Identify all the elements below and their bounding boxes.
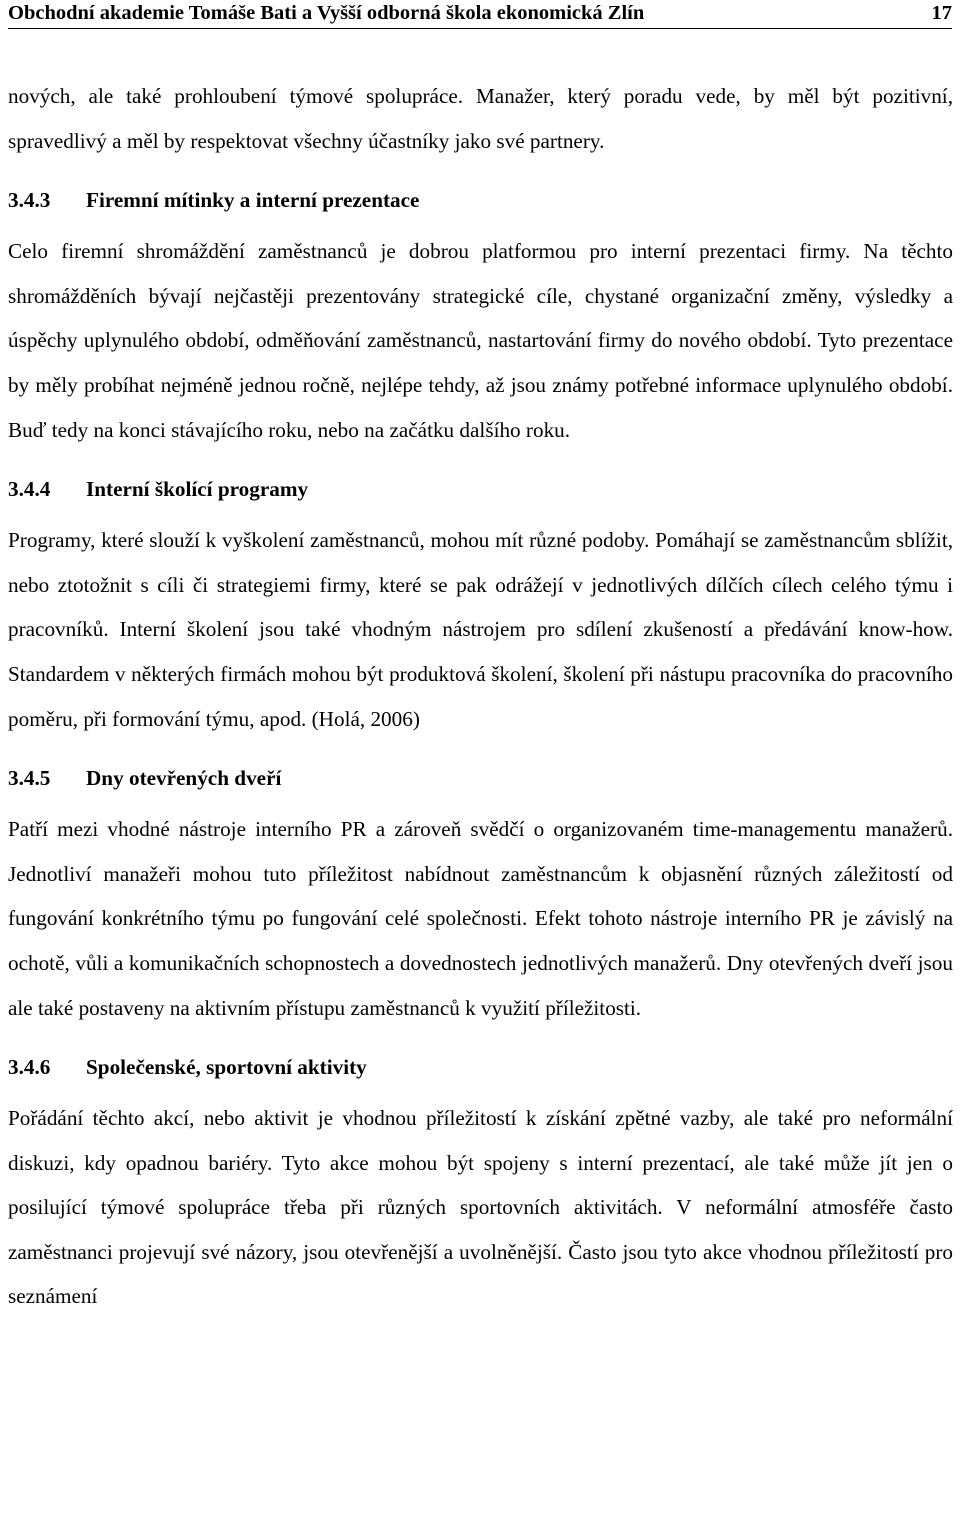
page-number: 17	[931, 2, 952, 24]
section-title: Firemní mítinky a interní prezentace	[86, 188, 420, 213]
section-number: 3.4.4	[8, 477, 51, 502]
paragraph-intro-continuation: nových, ale také prohloubení týmové spolupráce. Manažer, který poradu vede, by měl být pozitivní, spravedlivý a měl by respektovat všechny účastníky jako své partnery.	[8, 84, 953, 153]
section-number: 3.4.3	[8, 188, 51, 213]
section-heading-3-4-6	[8, 1052, 953, 1082]
section-title: Dny otevřených dveří	[86, 766, 282, 791]
paragraph-dny-otevrenych-dveri: Patří mezi vhodné nástroje interního PR a zároveň svědčí o organizovaném time-managementu manažerů. Jednotliví manažeři mohou tuto příležitost nabídnout zaměstnancům k objasnění různých záležitostí od fungování konkrétního týmu po fungování celé společnosti. Efekt tohoto nástroje interního PR je závislý na ochotě, vůli a komunikačních schopnostech a dovednostech jednotlivých manažerů. Dny otevřených dveří jsou ale také postaveny na aktivním přístupu zaměstnanců k využití příležitosti.	[8, 817, 953, 1020]
document-body	[8, 74, 953, 1319]
section-heading-3-4-5	[8, 763, 953, 793]
school-name: Obchodní akademie Tomáše Bati a Vyšší odborná škola ekonomická Zlín	[8, 2, 645, 24]
section-heading-3-4-4	[8, 474, 953, 504]
section-title: Společenské, sportovní aktivity	[86, 1055, 367, 1080]
section-number: 3.4.6	[8, 1055, 51, 1080]
page-header	[8, 0, 952, 29]
section-number: 3.4.5	[8, 766, 51, 791]
paragraph-interni-skolici-programy: Programy, které slouží k vyškolení zaměstnanců, mohou mít různé podoby. Pomáhají se zaměstnancům sblížit, nebo ztotožnit s cíli či strategiemi firmy, které se pak odrážejí v jednotlivých dílčích cílech celého týmu i pracovníků. Interní školení jsou také vhodným nástrojem pro sdílení zkušeností a předávání know-how. Standardem v některých firmách mohou být produktová školení, školení při nástupu pracovníka do pracovního poměru, při formování týmu, apod. (Holá, 2006)	[8, 528, 953, 731]
section-heading-3-4-3	[8, 185, 953, 215]
paragraph-firemni-mitinky: Celo firemní shromáždění zaměstnanců je dobrou platformou pro interní prezentaci firmy. Na těchto shromážděních bývají nejčastěji prezentovány strategické cíle, chystané organizační změny, výsledky a úspěchy uplynulého období, odměňování zaměstnanců, nastartování firmy do nového období. Tyto prezentace by měly probíhat nejméně jednou ročně, nejlépe tehdy, až jsou známy potřebné informace uplynulého období. Buď tedy na konci stávajícího roku, nebo na začátku dalšího roku.	[8, 239, 953, 442]
section-title: Interní školící programy	[86, 477, 309, 502]
paragraph-spolecenske-aktivity: Pořádání těchto akcí, nebo aktivit je vhodnou příležitostí k získání zpětné vazby, ale také pro neformální diskuzi, kdy opadnou bariéry. Tyto akce mohou být spojeny s interní prezentací, ale také může jít jen o posilující týmové spolupráce třeba při různých sportovních aktivitách. V neformální atmosféře často zaměstnanci projevují své názory, jsou otevřenější a uvolněnější. Často jsou tyto akce vhodnou příležitostí pro seznámení	[8, 1106, 953, 1309]
